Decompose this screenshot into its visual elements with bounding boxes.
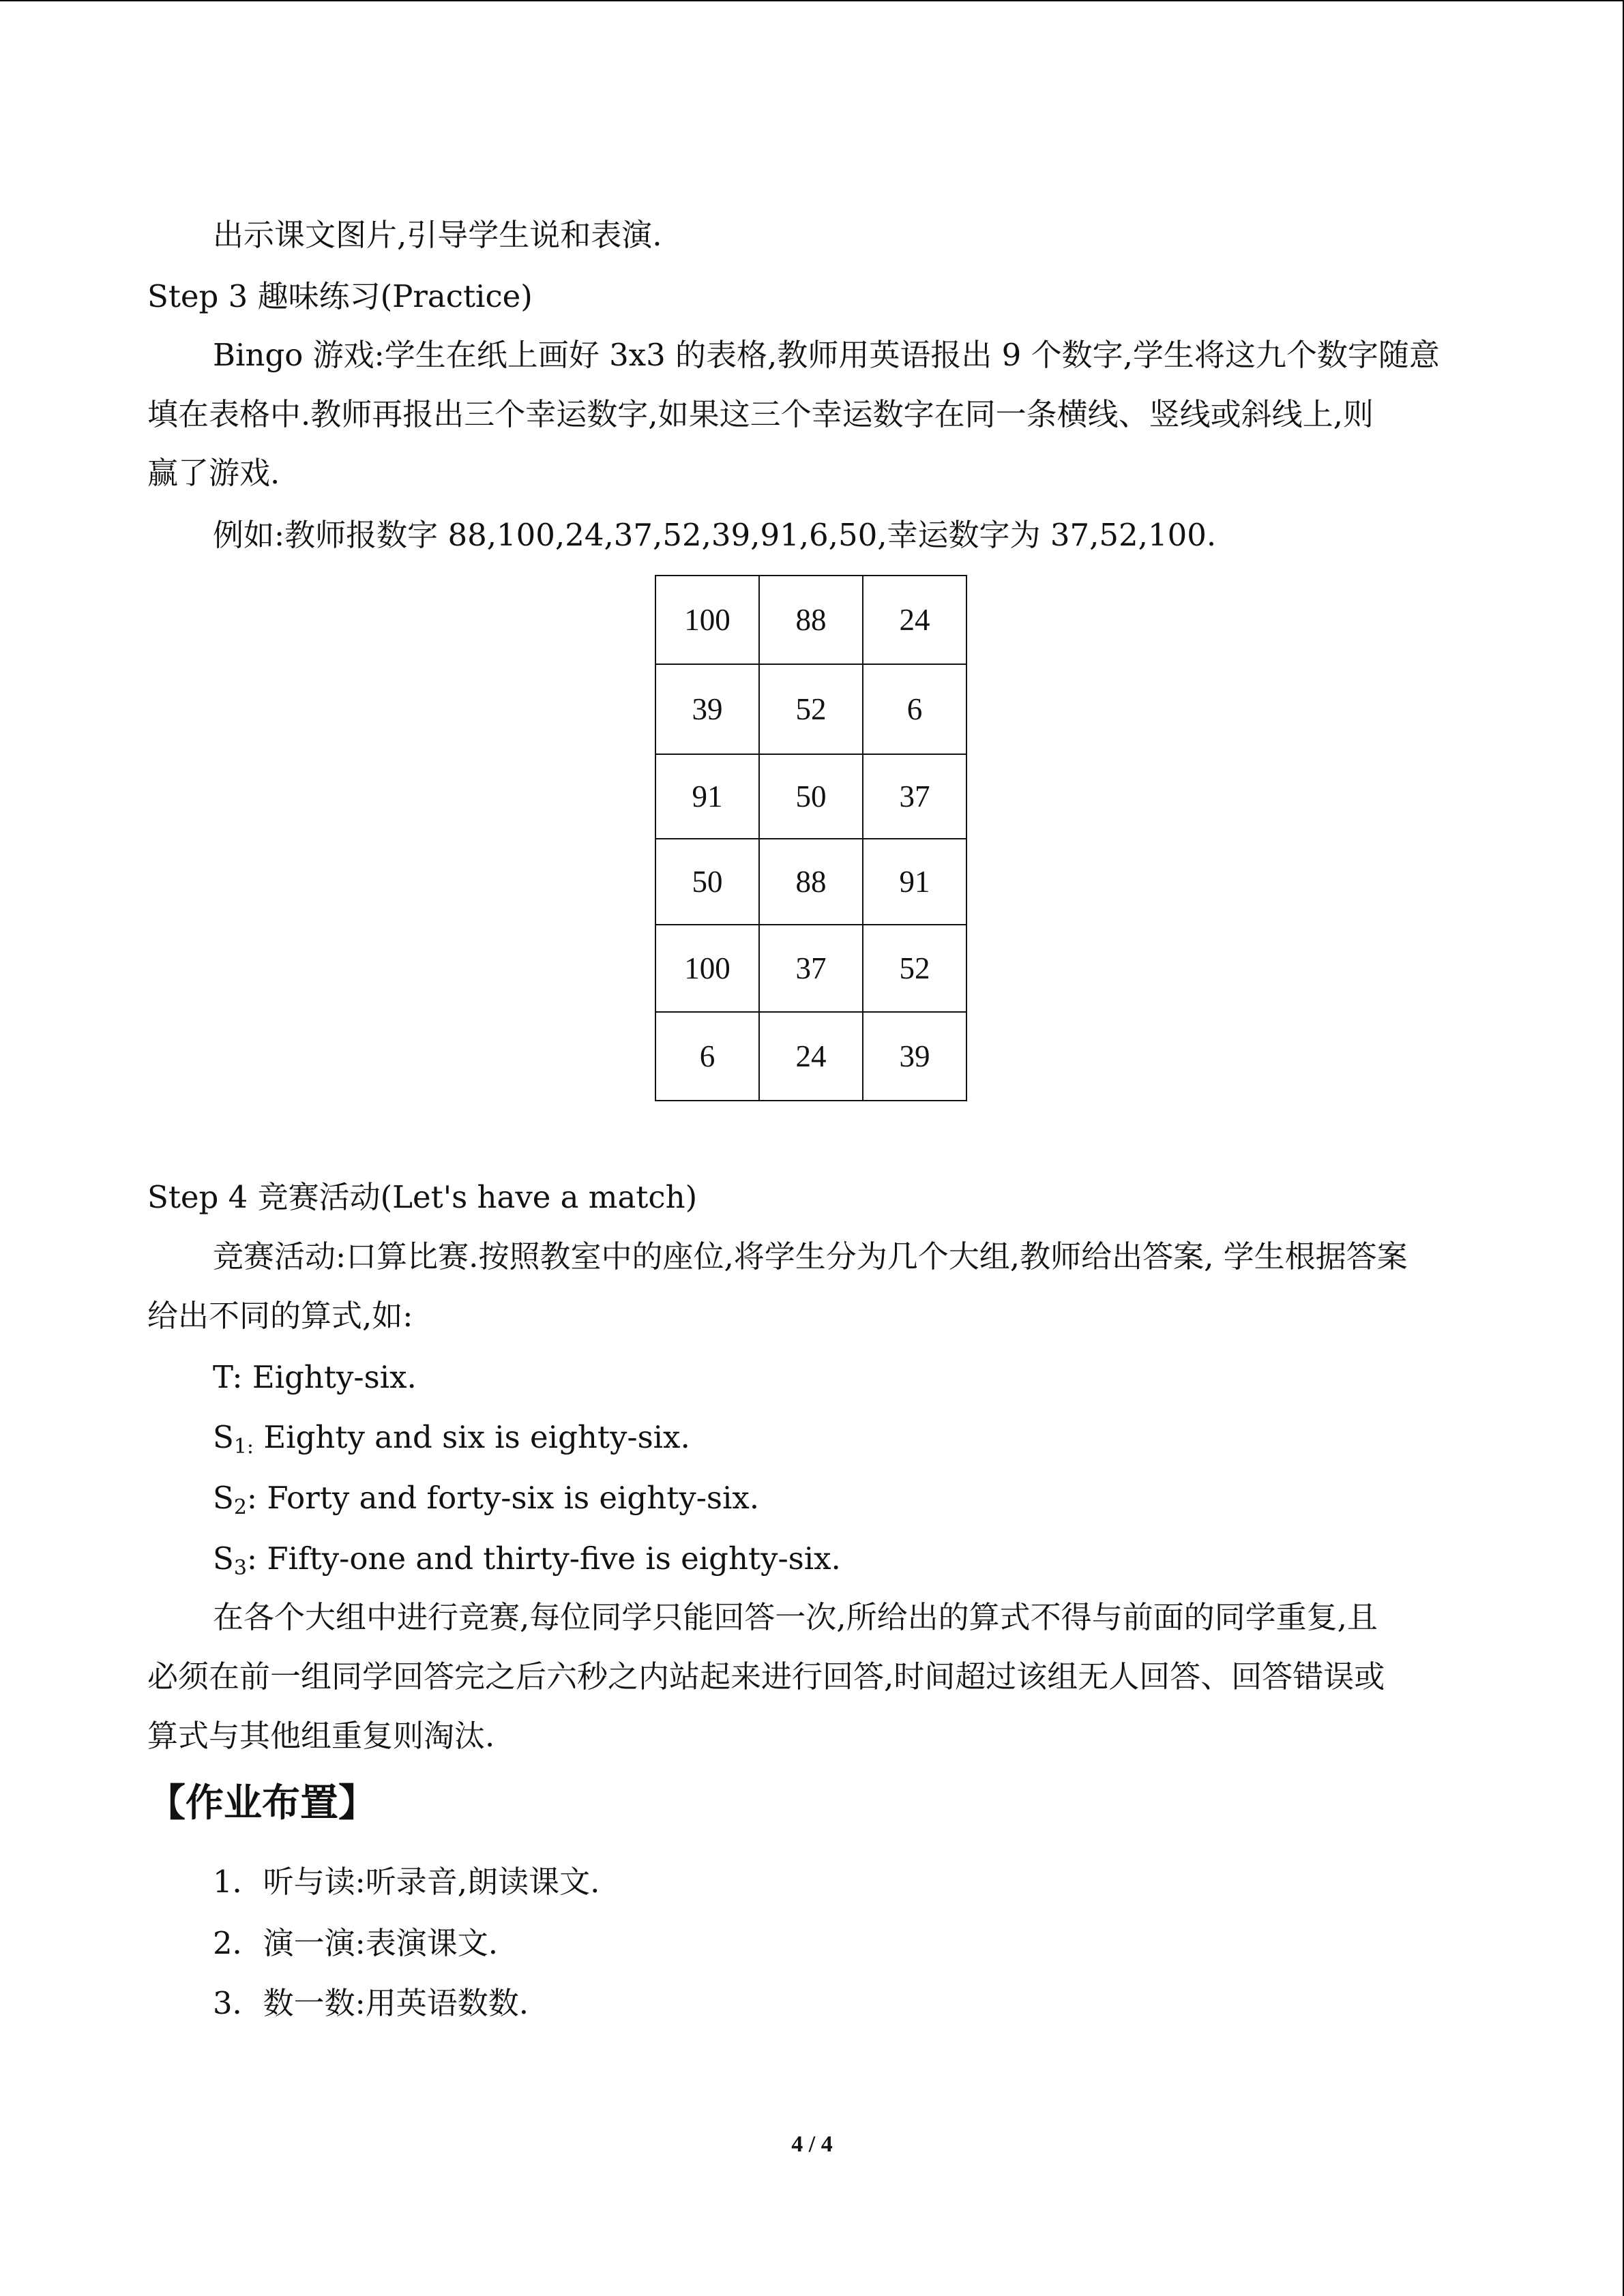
table-cell: 50 [759, 754, 863, 839]
match-paragraph-line1: 竞赛活动:口算比赛.按照教室中的座位,将学生分为几个大组,教师给出答案, 学生根据答案 [213, 1238, 1408, 1274]
paragraph-show-pictures: 出示课文图片,引导学生说和表演. [213, 217, 662, 253]
table-cell: 39 [863, 1012, 966, 1101]
bingo-paragraph-line3: 赢了游戏. [147, 455, 280, 491]
speaker-subscript: 1: [233, 1435, 254, 1459]
table-cell: 88 [759, 576, 863, 664]
match-paragraph-line2: 给出不同的算式,如: [147, 1298, 413, 1334]
table-cell: 91 [655, 754, 759, 839]
homework-item-1: 1．听与读:听录音,朗读课文. [213, 1864, 600, 1900]
teacher-line: T: Eighty-six. [213, 1359, 417, 1395]
table-cell: 52 [863, 925, 966, 1012]
table-cell: 100 [655, 576, 759, 664]
page-number: 4 / 4 [791, 2132, 833, 2157]
student-sentence: Eighty and six is eighty-six. [254, 1419, 690, 1455]
homework-title: 【作业布置】 [147, 1780, 377, 1825]
student-sentence: : Forty and forty-six is eighty-six. [246, 1480, 760, 1516]
table-cell: 6 [655, 1012, 759, 1101]
table-row [655, 754, 966, 839]
bingo-paragraph-line2: 填在表格中.教师再报出三个幸运数字,如果这三个幸运数字在同一条横线、竖线或斜线上,则 [147, 396, 1374, 432]
rule-paragraph-line3: 算式与其他组重复则淘汰. [147, 1718, 495, 1754]
table-cell: 88 [759, 839, 863, 925]
table-row [655, 1012, 966, 1101]
speaker-letter: S [213, 1540, 234, 1577]
homework-item-2: 2．演一演:表演课文. [213, 1925, 499, 1961]
student3-line [213, 1538, 841, 1589]
speaker-letter: S [213, 1480, 234, 1516]
table-cell: 24 [863, 576, 966, 664]
table-cell: 52 [759, 664, 863, 754]
table-cell: 24 [759, 1012, 863, 1101]
table-cell: 50 [655, 839, 759, 925]
speaker-subscript: 2 [233, 1495, 247, 1519]
table-cell: 37 [863, 754, 966, 839]
table-cell: 37 [759, 925, 863, 1012]
student1-line [213, 1417, 690, 1467]
table-row [655, 664, 966, 754]
bingo-table [655, 575, 967, 1101]
table-row [655, 576, 966, 664]
table-cell: 39 [655, 664, 759, 754]
student-sentence: : Fifty-one and thirty-five is eighty-six. [246, 1540, 841, 1577]
table-cell: 91 [863, 839, 966, 925]
student2-line [213, 1478, 759, 1528]
rule-paragraph-line2: 必须在前一组同学回答完之后六秒之内站起来进行回答,时间超过该组无人回答、回答错误或 [147, 1658, 1385, 1695]
table-cell: 100 [655, 925, 759, 1012]
speaker-letter: S [213, 1419, 234, 1455]
step3-heading: Step 3 趣味练习(Practice) [147, 278, 533, 314]
speaker-subscript: 3 [233, 1556, 247, 1580]
table-row [655, 839, 966, 925]
table-row [655, 925, 966, 1012]
rule-paragraph-line1: 在各个大组中进行竞赛,每位同学只能回答一次,所给出的算式不得与前面的同学重复,且 [213, 1599, 1378, 1635]
bingo-paragraph-line1: Bingo 游戏:学生在纸上画好 3x3 的表格,教师用英语报出 9 个数字,学生将这九个数字随意 [213, 337, 1440, 373]
example-paragraph: 例如:教师报数字 88,100,24,37,52,39,91,6,50,幸运数字为 37,52,100. [213, 517, 1217, 553]
step4-heading: Step 4 竞赛活动(Let's have a match) [147, 1179, 698, 1215]
homework-item-3: 3．数一数:用英语数数. [213, 1985, 529, 2021]
table-cell: 6 [863, 664, 966, 754]
